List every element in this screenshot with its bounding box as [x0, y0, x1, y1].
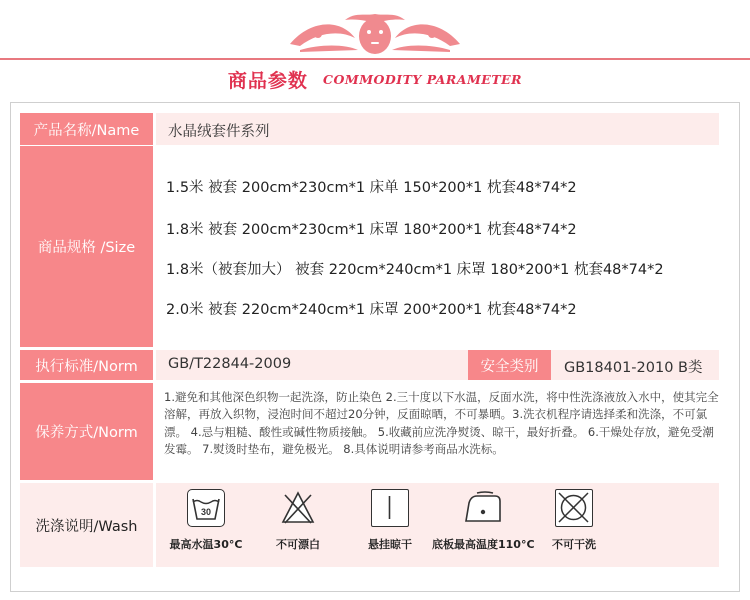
wash-caption: 最高水温30°C	[169, 538, 243, 551]
header-rule	[0, 58, 750, 60]
size-line: 2.0米 被套 220cm*240cm*1 床罩 200*200*1 枕套48*74*2	[166, 302, 577, 318]
wash-item	[524, 489, 624, 552]
name-label: 产品名称/Name	[20, 113, 153, 145]
wash-caption: 不可干洗	[552, 538, 596, 551]
wash-label: 洗涤说明/Wash	[20, 483, 153, 567]
wash-caption: 不可漂白	[276, 538, 320, 551]
care-text: 1.避免和其他深色织物一起洗涤，防止染色 2.三十度以下水温，反面水洗，将中性洗涤液放入水中，使其完全溶解，再放入织物，浸泡时间不超过20分钟，反面晾晒，不可暴晒。3.洗衣机程序请选择柔和洗涤，不可氯漂。 4.忌与粗糙、酸性或碱性物质接触。 5.收藏前应洗净熨烫、晾干，最好折叠。 6.干燥处存放，避免受潮发霉。 7.熨烫时垫布，避免极光。 8.具体说明请参考商品水洗标。	[156, 383, 719, 480]
size-label: 商品规格 /Size	[20, 146, 153, 347]
name-value-cell	[156, 113, 719, 145]
norm-label: 执行标准/Norm	[20, 350, 153, 380]
wash-30-icon	[187, 489, 225, 527]
size-line: 1.8米 被套 200cm*230cm*1 床罩 180*200*1 枕套48*74*2	[166, 222, 577, 238]
wash-icons-area	[156, 483, 719, 567]
section-title	[0, 66, 750, 93]
norm-value-cell	[156, 350, 719, 380]
no-bleach-icon	[279, 489, 317, 527]
wash-item	[432, 489, 535, 552]
wash-caption: 底板最高温度110°C	[432, 538, 535, 551]
header-ornament	[0, 0, 750, 62]
norm-value: GB/T22844-2009	[168, 356, 292, 372]
wash-caption: 悬挂晾干	[368, 538, 412, 551]
name-value: 水晶绒套件系列	[168, 124, 270, 140]
size-line: 1.8米（被套加大） 被套 220cm*240cm*1 床罩 180*200*1 枕套48*74*2	[166, 262, 664, 278]
no-dry-clean-icon	[555, 489, 593, 527]
care-label: 保养方式/Norm	[20, 383, 153, 480]
wash-item	[248, 489, 348, 552]
size-value-cell	[156, 146, 719, 347]
safety-value: GB18401-2010 B类	[564, 360, 703, 376]
wash-item	[156, 489, 256, 552]
safety-label: 安全类别	[468, 350, 551, 380]
wash-item	[340, 489, 440, 552]
iron-110-icon	[463, 489, 501, 527]
size-line: 1.5米 被套 200cm*230cm*1 床单 150*200*1 枕套48*74*2	[166, 180, 577, 196]
wash-temp-number: 30	[200, 507, 212, 517]
title-cn: 商品参数	[227, 70, 308, 92]
title-en: COMMODITY PARAMETER	[323, 72, 523, 87]
line-dry-icon	[371, 489, 409, 527]
